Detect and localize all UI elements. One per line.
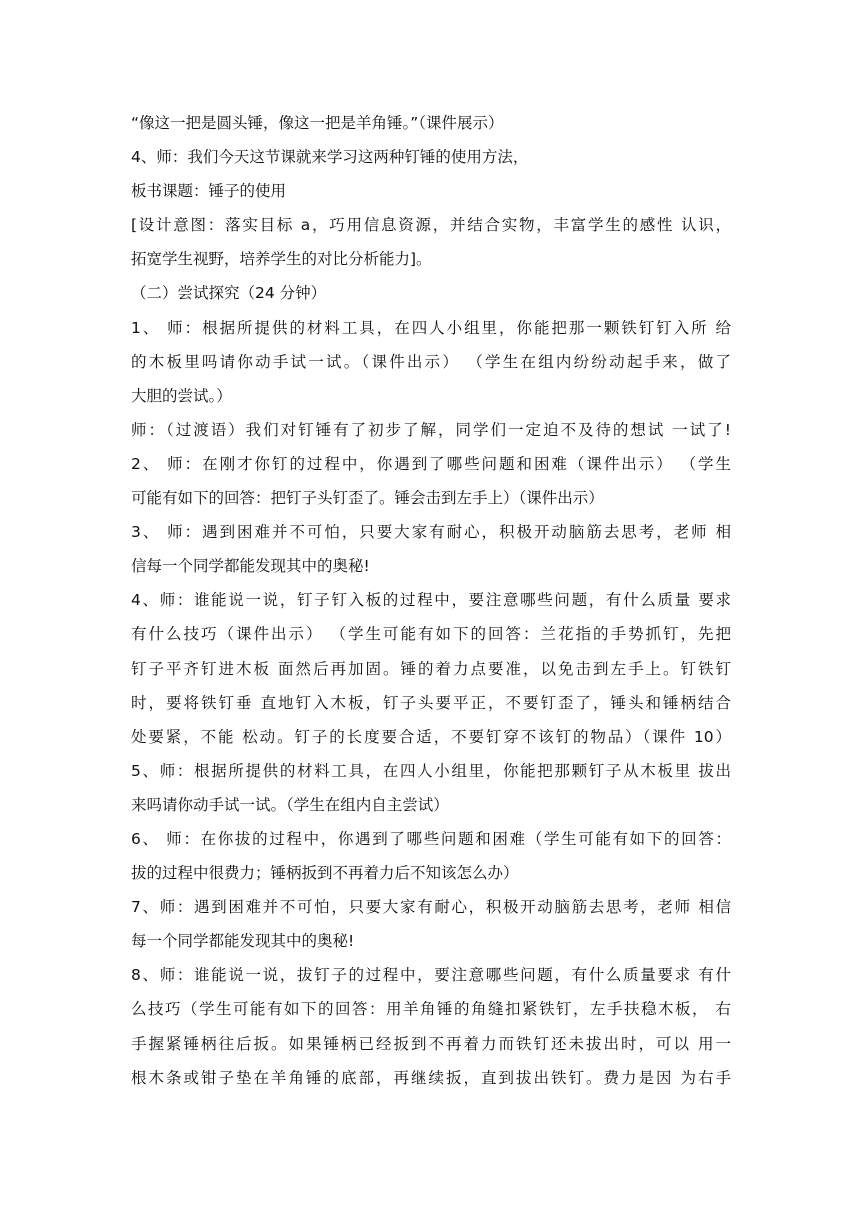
text-line: 有什么技巧（课件出示） （学生可能有如下的回答：兰花指的手势抓钉，先把 [131,625,731,644]
text-line: 大胆的尝试。） [131,386,232,405]
text-line: 7、师：遇到困难并不可怕，只要大家有耐心，积极开动脑筋去思考，老师 相信 [131,898,731,917]
text-line: 信每一个同学都能发现其中的奥秘! [131,557,370,576]
text-line: 2、 师：在刚才你钉的过程中，你遇到了哪些问题和困难（课件出示） （学生 [131,454,731,473]
text-line: 手握紧锤柄往后扳。如果锤柄已经扳到不再着力而铁钉还未拔出时，可以 用一 [131,1034,731,1053]
text-line: 5、师：根据所提供的材料工具，在四人小组里，你能把那颗钉子从木板里 拔出 [131,761,731,780]
text-line: 处要紧，不能 松动。钉子的长度要合适，不要钉穿不该钉的物品）（课件 10） [131,727,731,746]
text-line: 拓宽学生视野，培养学生的对比分析能力]。 [131,250,432,269]
section-heading: （二）尝试探究（24 分钟） [131,284,327,303]
text-line: 时，要将铁钉垂 直地钉入木板，钉子头要平正，不要钉歪了，锤头和锤柄结合 [131,693,731,712]
text-line: 来吗请你动手试一试。（学生在组内自主尝试） [131,795,449,814]
text-line: 8、师：谁能说一说，拔钉子的过程中，要注意哪些问题，有什么质量要求 有什 [131,966,731,985]
text-line: 每一个同学都能发现其中的奥秘! [131,932,355,951]
text-line: 6、 师：在你拔的过程中，你遇到了哪些问题和困难（学生可能有如下的回答： [131,829,731,848]
text-line: 3、 师：遇到困难并不可怕，只要大家有耐心，积极开动脑筋去思考，老师 相 [131,523,731,542]
text-line: 拔的过程中很费力；锤柄扳到不再着力后不知该怎么办） [131,864,519,883]
text-line: 4、师：谁能说一说，钉子钉入板的过程中，要注意哪些问题，有什么质量 要求 [131,591,731,610]
text-line: “像这一把是圆头锤，像这一把是羊角锤。”（课件展示） [131,114,504,132]
text-line: 可能有如下的回答：把钉子头钉歪了。锤会击到左手上）（课件出示） [131,489,604,508]
text-line: 1、 师：根据所提供的材料工具，在四人小组里，你能把那一颗铁钉钉入所 给 [131,318,731,337]
document-body [131,106,731,1095]
text-line: 师：（过渡语）我们对钉锤有了初步了解，同学们一定迫不及待的想试 一试了! [131,420,731,439]
text-line: 钉子平齐钉进木板 面然后再加固。锤的着力点要准，以免击到左手上。钉铁钉 [131,659,731,678]
text-line: 么技巧（学生可能有如下的回答：用羊角锤的角缝扣紧铁钉，左手扶稳木板， 右 [131,1000,731,1019]
text-line: [设计意图：落实目标 a，巧用信息资源，并结合实物，丰富学生的感性 认识， [131,216,731,235]
text-line: 根木条或钳子垫在羊角锤的底部，再继续扳，直到拔出铁钉。费力是因 为右手 [131,1068,731,1087]
text-line: 的木板里吗请你动手试一试。（课件出示） （学生在组内纷纷动起手来，做了 [131,352,731,371]
text-line: 4、师：我们今天这节课就来学习这两种钉锤的使用方法， [131,148,529,167]
text-line: 板书课题：锤子的使用 [131,182,287,201]
